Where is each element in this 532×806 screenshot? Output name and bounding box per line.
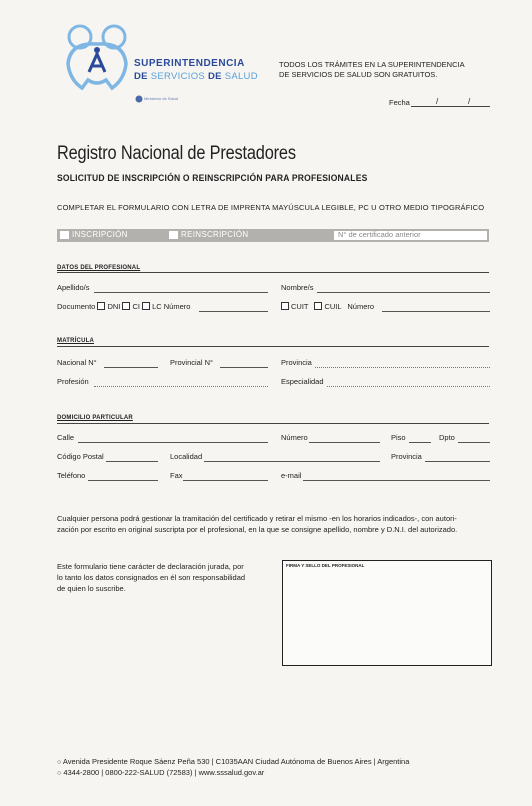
- fecha-field[interactable]: [411, 106, 490, 107]
- especialidad-field[interactable]: [327, 386, 490, 387]
- apellido-label: Apellido/s: [57, 283, 90, 292]
- provincial-field[interactable]: [220, 367, 268, 368]
- fecha-label: Fecha: [389, 98, 410, 107]
- bullet-icon: ○: [57, 770, 62, 777]
- ministry-text: Ministerio de Salud: [144, 96, 179, 101]
- calle-label: Calle: [57, 433, 75, 442]
- telefono-label: Teléfono: [57, 471, 86, 480]
- calle-field[interactable]: [78, 442, 268, 443]
- lc-label: LC: [152, 302, 162, 311]
- free-procedures-note: TODOS LOS TRÁMITES EN LA SUPERINTENDENCIA DE SERVICIOS DE SALUD SON GRATUITOS.: [279, 60, 465, 79]
- nacional-field[interactable]: [104, 367, 158, 368]
- inscripcion-checkbox[interactable]: [60, 231, 69, 239]
- dni-label: DNI: [107, 302, 121, 311]
- codigo-postal-field[interactable]: [106, 461, 158, 462]
- form-subtitle: SOLICITUD DE INSCRIPCIÓN O REINSCRIPCIÓN PARA PROFESIONALES: [57, 173, 368, 183]
- fax-field[interactable]: [183, 480, 268, 481]
- ci-checkbox[interactable]: [122, 302, 130, 310]
- fax-label: Fax: [170, 471, 183, 480]
- section-divider: [57, 423, 489, 424]
- nacional-label: Nacional N°: [57, 358, 97, 367]
- ci-label: CI: [132, 302, 140, 311]
- previous-certificate-label: N° de certificado anterior: [338, 230, 421, 239]
- documento-numero-field[interactable]: [199, 311, 268, 312]
- localidad-label: Localidad: [170, 452, 203, 461]
- reinscripcion-label: REINSCRIPCIÓN: [181, 230, 249, 239]
- numero-label: Número: [163, 302, 191, 311]
- fecha-separator: /: [436, 97, 439, 106]
- logo-text-servicios: DE SERVICIOS DE SALUD: [134, 71, 258, 82]
- cuit-row: [281, 302, 374, 311]
- profesion-field[interactable]: [94, 386, 268, 387]
- section-heading-datos: DATOS DEL PROFESIONAL: [57, 265, 141, 271]
- authorization-note: Cualquier persona podrá gestionar la tramitación del certificado y retirar el mismo -en los horarios indicados-, con autori- zación por escrito en original suscripta por el profesional, en la que se consigne apellido, nombre y D.N.I. del autorizado.: [57, 514, 458, 534]
- section-heading-domicilio: DOMICILIO PARTICULAR: [57, 415, 133, 421]
- telefono-field[interactable]: [88, 480, 158, 481]
- bullet-icon: ○: [57, 759, 62, 766]
- apellido-field[interactable]: [94, 292, 268, 293]
- dpto-field[interactable]: [458, 442, 490, 443]
- dni-checkbox[interactable]: [97, 302, 105, 310]
- piso-label: Piso: [391, 433, 406, 442]
- domicilio-provincia-label: Provincia: [391, 452, 422, 461]
- documento-label: Documento: [57, 302, 96, 311]
- nombre-label: Nombre/s: [281, 283, 314, 292]
- cuil-label: CUIL: [324, 302, 342, 311]
- codigo-postal-label: Código Postal: [57, 452, 104, 461]
- logo: [62, 22, 132, 102]
- numero2-label: Número: [347, 302, 375, 311]
- logo-icon: [62, 22, 132, 102]
- cuil-checkbox[interactable]: [314, 302, 322, 310]
- provincia-field[interactable]: [315, 367, 490, 368]
- documento-row: [57, 302, 190, 311]
- lc-checkbox[interactable]: [142, 302, 150, 310]
- domicilio-numero-field[interactable]: [309, 442, 380, 443]
- footer-address: ○ Avenida Presidente Roque Sáenz Peña 530 | C1035AAN Ciudad Autónoma de Buenos Aires | Argentina: [57, 757, 410, 766]
- cuit-label: CUIT: [291, 302, 309, 311]
- provincial-label: Provincial N°: [170, 358, 214, 367]
- cuit-checkbox[interactable]: [281, 302, 289, 310]
- profesion-label: Profesión: [57, 377, 89, 386]
- domicilio-numero-label: Número: [281, 433, 308, 442]
- section-heading-matricula: MATRÍCULA: [57, 338, 95, 344]
- signature-box[interactable]: [282, 560, 492, 666]
- inscripcion-label: INSCRIPCIÓN: [72, 230, 128, 239]
- form-instructions: COMPLETAR EL FORMULARIO CON LETRA DE IMPRENTA MAYÚSCULA LEGIBLE, PC U OTRO MEDIO TIPOGRÁFICO: [57, 203, 485, 212]
- email-field[interactable]: [303, 480, 490, 481]
- form-title: Registro Nacional de Prestadores: [57, 143, 296, 164]
- piso-field[interactable]: [409, 442, 431, 443]
- signature-label: FIRMA Y SELLO DEL PROFESIONAL: [286, 563, 365, 568]
- reinscripcion-checkbox[interactable]: [169, 231, 178, 239]
- provincia-label: Provincia: [281, 358, 312, 367]
- ministry-emblem: [135, 90, 143, 108]
- email-label: e-mail: [281, 471, 302, 480]
- especialidad-label: Especialidad: [281, 377, 324, 386]
- footer-contact: ○ 4344-2800 | 0800-222-SALUD (72583) | www.sssalud.gov.ar: [57, 768, 265, 777]
- domicilio-provincia-field[interactable]: [425, 461, 490, 462]
- sworn-declaration-note: Este formulario tiene carácter de declaración jurada, por lo tanto los datos consignados en él son responsabilidad de quien lo suscribe.: [57, 562, 246, 593]
- section-divider: [57, 272, 489, 273]
- dpto-label: Dpto: [439, 433, 455, 442]
- section-divider: [57, 346, 489, 347]
- localidad-field[interactable]: [204, 461, 380, 462]
- fecha-separator: /: [468, 97, 471, 106]
- logo-text-superintendencia: SUPERINTENDENCIA: [134, 58, 245, 69]
- cuit-numero-field[interactable]: [382, 311, 490, 312]
- nombre-field[interactable]: [317, 292, 490, 293]
- registration-type-bar: [57, 229, 489, 242]
